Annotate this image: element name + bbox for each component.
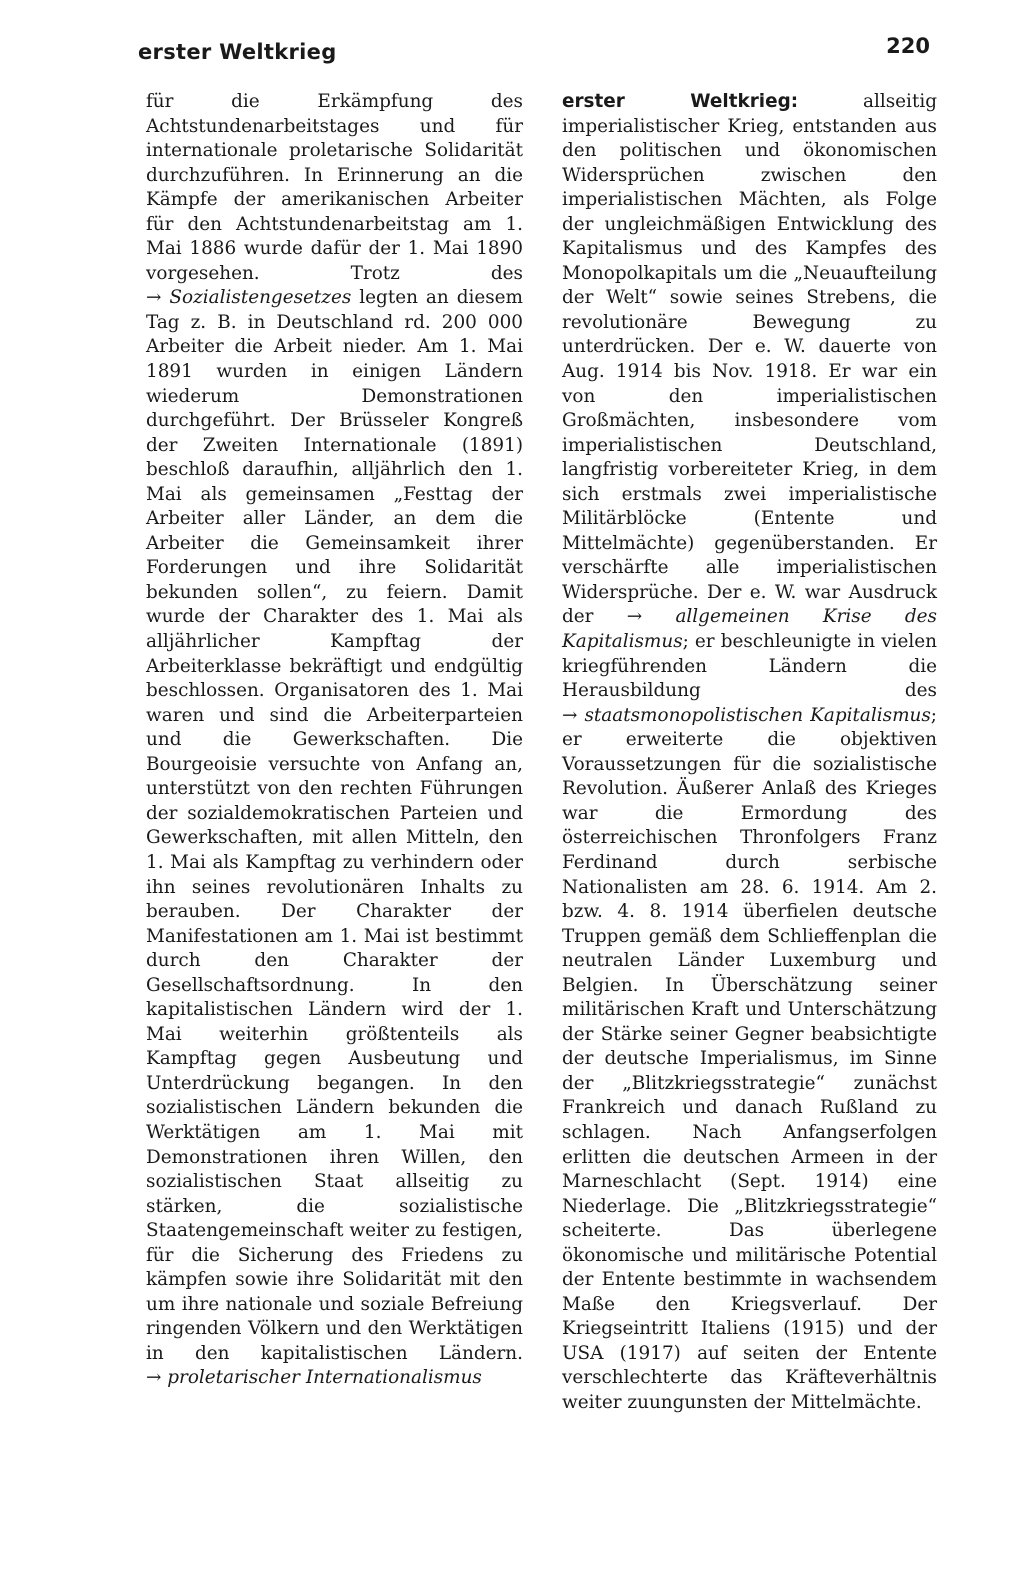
entry-lemma: erster Weltkrieg: — [562, 91, 799, 112]
body-text: allseitig imperialistischer Krieg, entstanden aus den politischen und ökonomischen Widersprüchen zwischen den imperialistischen Mächten, als Folge der ungleichmäßigen Entwicklung des Kapitalismus und des Kampfes des Monopolkapitals um die „Neuaufteilung der Welt“ sowie seines Strebens, die revolutionäre Bewegung zu unterdrücken. Der e. W. dauerte von Aug. 1914 bis Nov. 1918. Er war ein von den imperialistischen Großmächten, insbesondere vom imperialistischen Deutschland, langfristig vorbereiteter Krieg, in dem sich erstmals zwei imperialistische Militärblöcke (Entente und Mittelmächte) gegenüberstanden. Er verschärfte alle imperialistischen Widersprüche. Der e. W. war Ausdruck der — [562, 91, 937, 628]
cross-reference-sozialistengesetz: Sozialistengesetzes — [169, 287, 352, 309]
body-text: für die Erkämpfung des Achtstundenarbeitstages und für internationale proletarische Solidarität durchzuführen. In Erinnerung an die Kämpfe der amerikanischen Arbeiter für den Achtstundenarbeitstag am 1. Mai 1886 wurde dafür der 1. Mai 1890 vorgesehen. Trotz des — [146, 91, 523, 284]
left-column-paragraph — [146, 90, 523, 1391]
right-column — [562, 90, 937, 1416]
cross-reference-arrow-icon: → — [146, 1367, 162, 1389]
body-text: ; er erweiterte die objektiven Voraussetzungen für die sozialistische Revolution. Äußerer Anlaß des Krieges war die Ermordung des österreichischen Thronfolgers Franz Ferdinand durch serbische Nationalisten am 28. 6. 1914. Am 2. bzw. 4. 8. 1914 überfielen deutsche Truppen gemäß dem Schlieffenplan die neutralen Länder Luxemburg und Belgien. In Überschätzung seiner militärischen Kraft und Unterschätzung der Stärke seiner Gegner beabsichtigte der deutsche Imperialismus, im Sinne der „Blitzkriegsstrategie“ zunächst Frankreich und danach Rußland zu schlagen. Nach Anfangserfolgen erlitten die deutschen Armeen in der Marneschlacht (Sept. 1914) eine Niederlage. Die „Blitzkriegsstrategie“ scheiterte. Das überlegene ökonomische und militärische Potential der Entente bestimmte in wachsendem Maße den Kriegsverlauf. Der Kriegseintritt Italiens (1915) und der USA (1917) auf seiten der Entente verschlechterte das Kräfteverhältnis weiter zuungunsten der Mittelmächte. — [562, 704, 937, 1413]
body-text: legten an diesem Tag z. B. in Deutschland rd. 200 000 Arbeiter die Arbeit nieder. Am 1. Mai 1891 wurden in einigen Ländern wiederum Demonstrationen durchgeführt. Der Brüsseler Kongreß der Zweiten Internationale (1891) beschloß daraufhin, alljährlich den 1. Mai als gemeinsamen „Festtag der Arbeiter aller Länder, an dem die Arbeiter die Gemeinsamkeit ihrer Forderungen und ihre Solidarität bekunden sollen“, zu feiern. Damit wurde der Charakter des 1. Mai als alljährlicher Kampftag der Arbeiterklasse bekräftigt und endgültig beschlossen. Organisatoren des 1. Mai waren und sind die Arbeiterparteien und die Gewerkschaften. Die Bourgeoisie versuchte von Anfang an, unterstützt von den rechten Führungen der sozialdemokratischen Parteien und Gewerkschaften, mit allen Mitteln, den 1. Mai als Kampftag zu verhindern oder ihn seines revolutionären Inhalts zu berauben. Der Charakter der Manifestationen am 1. Mai ist bestimmt durch den Charakter der Gesellschaftsordnung. In den kapitalistischen Ländern wird der 1. Mai weiterhin größtenteils als Kampftag gegen Ausbeutung und Unterdrückung begangen. In den sozialistischen Ländern bekunden die Werktätigen am 1. Mai mit Demonstrationen ihren Willen, den sozialistischen Staat allseitig zu stärken, die sozialistische Staatengemeinschaft weiter zu festigen, für die Sicherung des Friedens zu kämpfen sowie ihre Solidarität mit den um ihre nationale und soziale Befreiung ringenden Völkern und den Werktätigen in den kapitalistischen Ländern. — [146, 287, 523, 1364]
body-text: ; er beschleunigte in vielen kriegführenden Ländern die Herausbildung des — [562, 631, 937, 702]
cross-reference-arrow-icon: → — [626, 606, 643, 628]
page-number: 220 — [886, 34, 930, 58]
cross-reference-arrow-icon: → — [146, 287, 162, 309]
cross-reference-proletarischer-internationalismus: proletarischer Internationalismus — [167, 1367, 482, 1389]
left-column — [146, 90, 523, 1391]
cross-reference-staatsmonopolistischer-kapitalismus: staatsmonopolistischen Kapitalismus — [584, 704, 931, 726]
cross-reference-allgemeine-krise: allgemeinen Krise des Kapitalismus — [562, 606, 937, 653]
running-head: erster Weltkrieg — [138, 40, 337, 64]
entry-erster-weltkrieg — [562, 90, 937, 1416]
cross-reference-arrow-icon: → — [562, 704, 578, 726]
